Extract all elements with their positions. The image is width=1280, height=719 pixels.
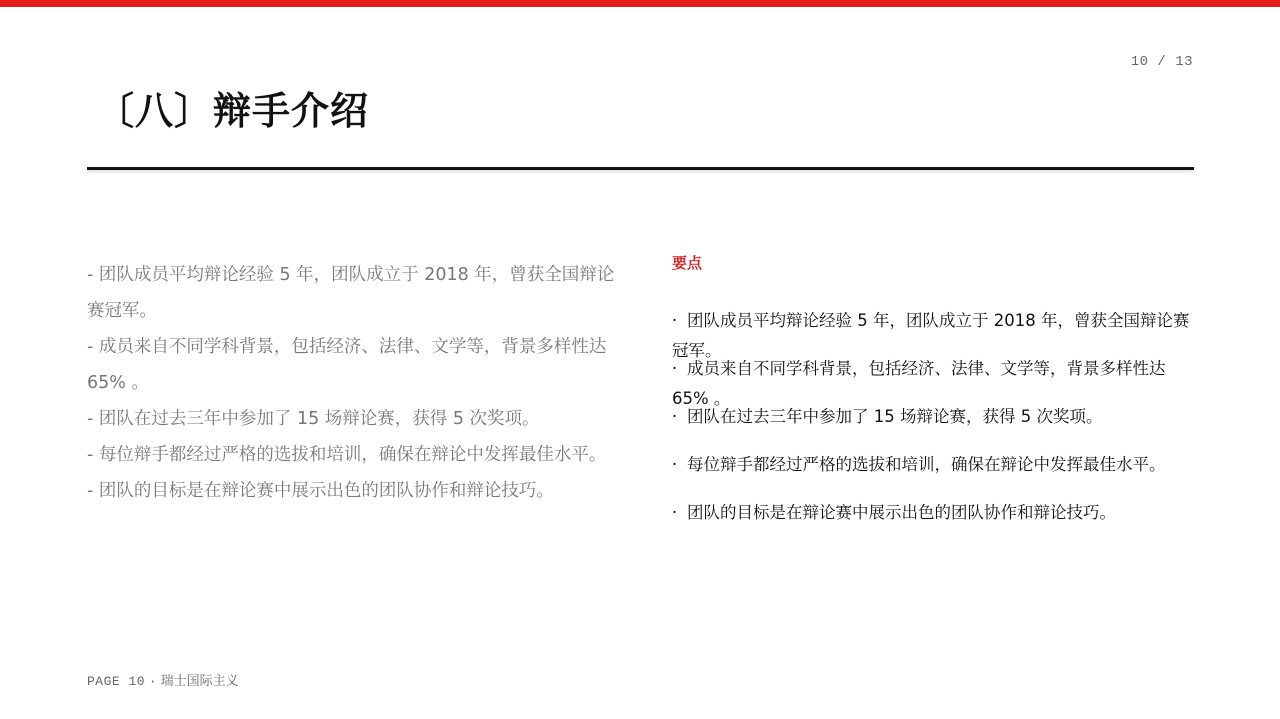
bullet-dot-icon: · (672, 407, 678, 426)
key-point-text: 团队的目标是在辩论赛中展示出色的团队协作和辩论技巧。 (687, 503, 1116, 522)
left-paragraph: - 成员来自不同学科背景，包括经济、法律、文学等，背景多样性达 65% 。 (87, 337, 607, 393)
key-point-item (672, 450, 1202, 498)
left-paragraph: - 团队在过去三年中参加了 15 场辩论赛，获得 5 次奖项。 (87, 409, 540, 429)
footer-separator: · (148, 674, 158, 689)
footer-page-label: PAGE 10 (87, 674, 146, 689)
left-paragraph: - 团队的目标是在辩论赛中展示出色的团队协作和辩论技巧。 (87, 481, 554, 501)
key-point-text: 团队在过去三年中参加了 15 场辩论赛，获得 5 次奖项。 (687, 407, 1103, 426)
key-point-text: 每位辩手都经过严格的选拔和培训，确保在辩论中发挥最佳水平。 (687, 455, 1166, 474)
key-points-heading: 要点 (672, 254, 703, 272)
left-text-column (87, 257, 617, 509)
top-accent-bar (0, 0, 1280, 7)
bullet-dot-icon: · (672, 503, 678, 522)
footer-org-name: 瑞士国际主义 (160, 674, 239, 689)
key-point-item (672, 498, 1202, 546)
title-divider (87, 167, 1194, 170)
key-point-text: 团队成员平均辩论经验 5 年，团队成立于 2018 年，曾获全国辩论赛冠军。 (672, 311, 1190, 360)
key-point-text: 成员来自不同学科背景，包括经济、法律、文学等，背景多样性达 65% 。 (672, 359, 1166, 408)
bullet-dot-icon: · (672, 455, 678, 474)
key-points-panel (672, 252, 1202, 546)
left-paragraph: - 每位辩手都经过严格的选拔和培训，确保在辩论中发挥最佳水平。 (87, 445, 607, 465)
bullet-dot-icon: · (672, 359, 678, 378)
slide-footer (87, 670, 239, 689)
key-points-list (672, 306, 1202, 546)
slide-title: 〔八〕辩手介绍 (96, 89, 370, 133)
page-counter: 10 / 13 (1130, 54, 1193, 70)
key-point-item (672, 354, 1202, 408)
key-point-item (672, 306, 1202, 360)
left-paragraph: - 团队成员平均辩论经验 5 年，团队成立于 2018 年，曾获全国辩论赛冠军。 (87, 265, 615, 321)
key-point-item (672, 402, 1202, 450)
bullet-dot-icon: · (672, 311, 678, 330)
